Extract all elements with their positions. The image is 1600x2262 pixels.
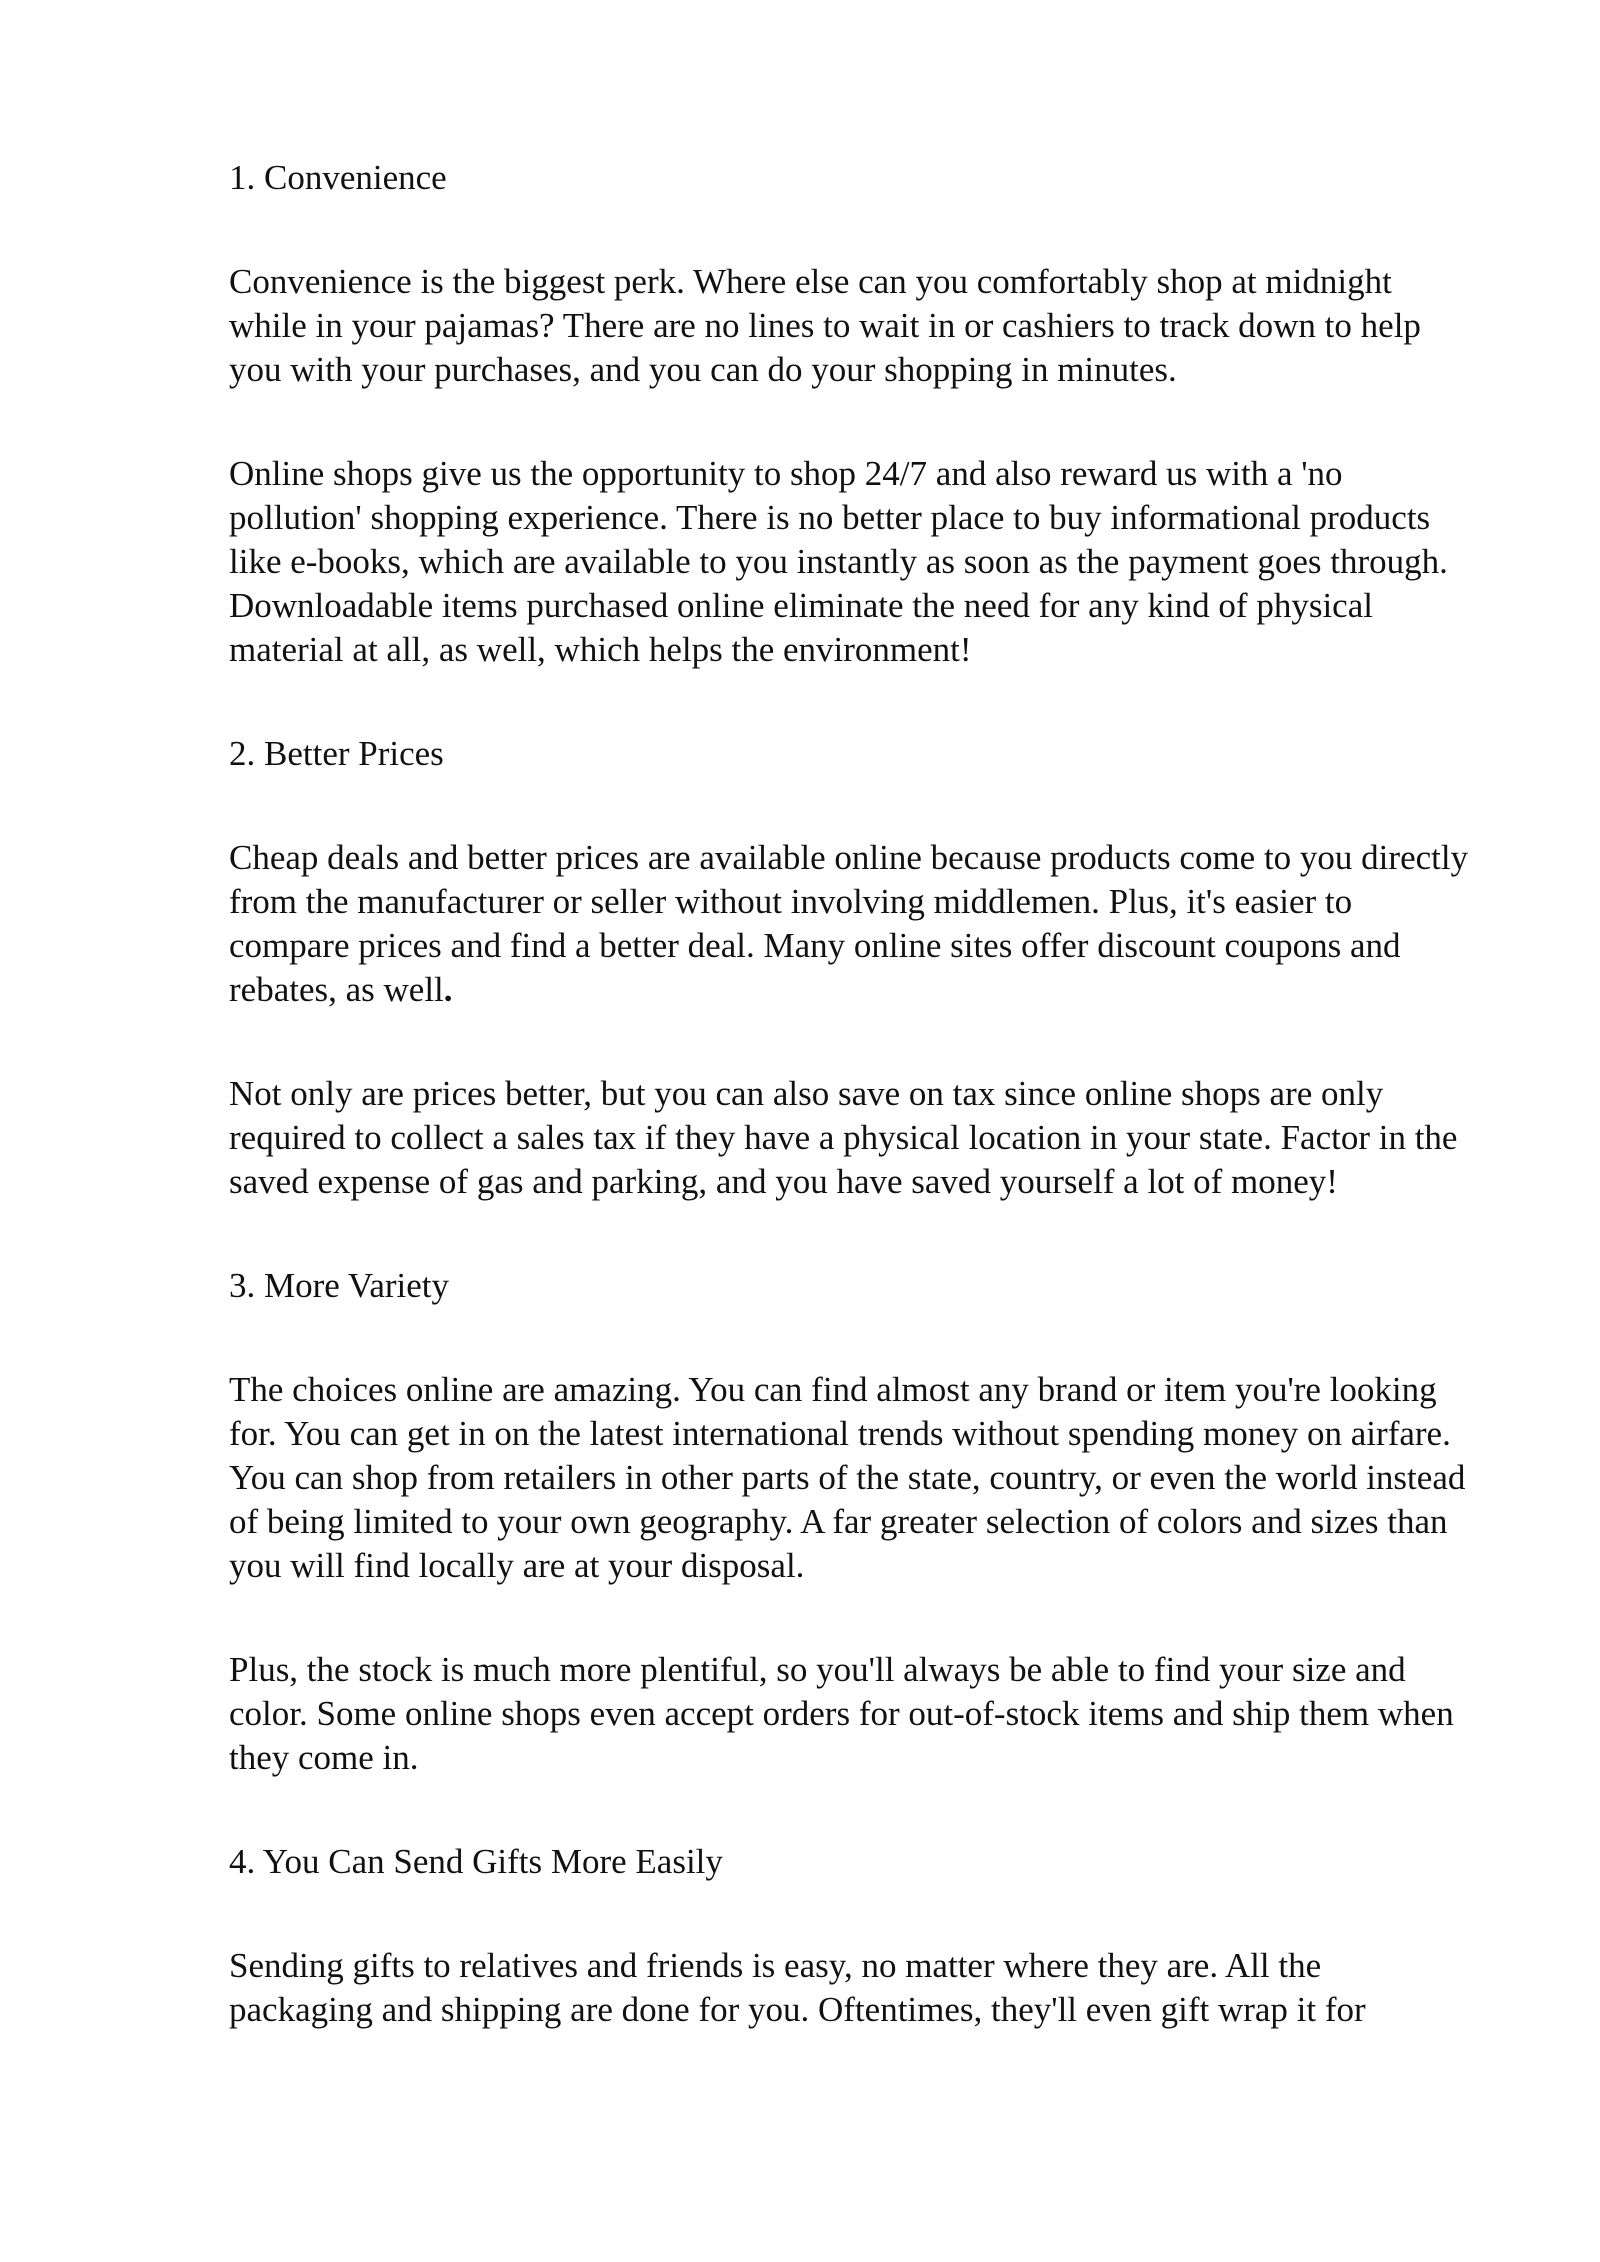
section-send-gifts [229, 1840, 1469, 2032]
section-heading: 3. More Variety [229, 1266, 449, 1305]
paragraph [229, 836, 1469, 1012]
section-heading: 4. You Can Send Gifts More Easily [229, 1842, 723, 1881]
paragraph: Online shops give us the opportunity to shop 24/7 and also reward us with a 'no pollution' shopping experience. There is no better place to buy informational products like e-books, which are available to you instantly as soon as the payment goes through. Downloadable items purchased online eliminate the need for any kind of physical material at all, as well, which helps the environment! [229, 454, 1448, 669]
paragraph-text: Cheap deals and better prices are available online because products come to you directly from the manufacturer or seller without involving middlemen. Plus, it's easier to compare prices and find a better deal. Many online sites offer discount coupons and rebates, as well [229, 838, 1469, 1009]
paragraph: Plus, the stock is much more plentiful, so you'll always be able to find your size and color. Some online shops even accept orders for out-of-stock items and ship them when they come in. [229, 1650, 1454, 1777]
paragraph: Sending gifts to relatives and friends is easy, no matter where they are. All the packaging and shipping are done for you. Oftentimes, they'll even gift wrap it for [229, 1946, 1366, 2029]
section-heading: 1. Convenience [229, 158, 447, 197]
paragraph: Not only are prices better, but you can also save on tax since online shops are only required to collect a sales tax if they have a physical location in your state. Factor in the saved expense of gas and parking, and you have saved yourself a lot of money! [229, 1074, 1458, 1201]
section-heading: 2. Better Prices [229, 734, 444, 773]
paragraph: Convenience is the biggest perk. Where else can you comfortably shop at midnight while in your pajamas? There are no lines to wait in or cashiers to track down to help you with your purchases, and you can do your shopping in minutes. [229, 262, 1421, 389]
paragraph-bold-period: . [443, 970, 453, 1009]
section-convenience [229, 156, 1469, 672]
section-more-variety [229, 1264, 1469, 1780]
paragraph: The choices online are amazing. You can find almost any brand or item you're looking for. You can get in on the latest international trends without spending money on airfare. You can shop from retailers in other parts of the state, country, or even the world instead of being limited to your own geography. A far greater selection of colors and sizes than you will find locally are at your disposal. [229, 1370, 1466, 1585]
section-better-prices [229, 732, 1469, 1204]
document-body [229, 156, 1469, 2082]
